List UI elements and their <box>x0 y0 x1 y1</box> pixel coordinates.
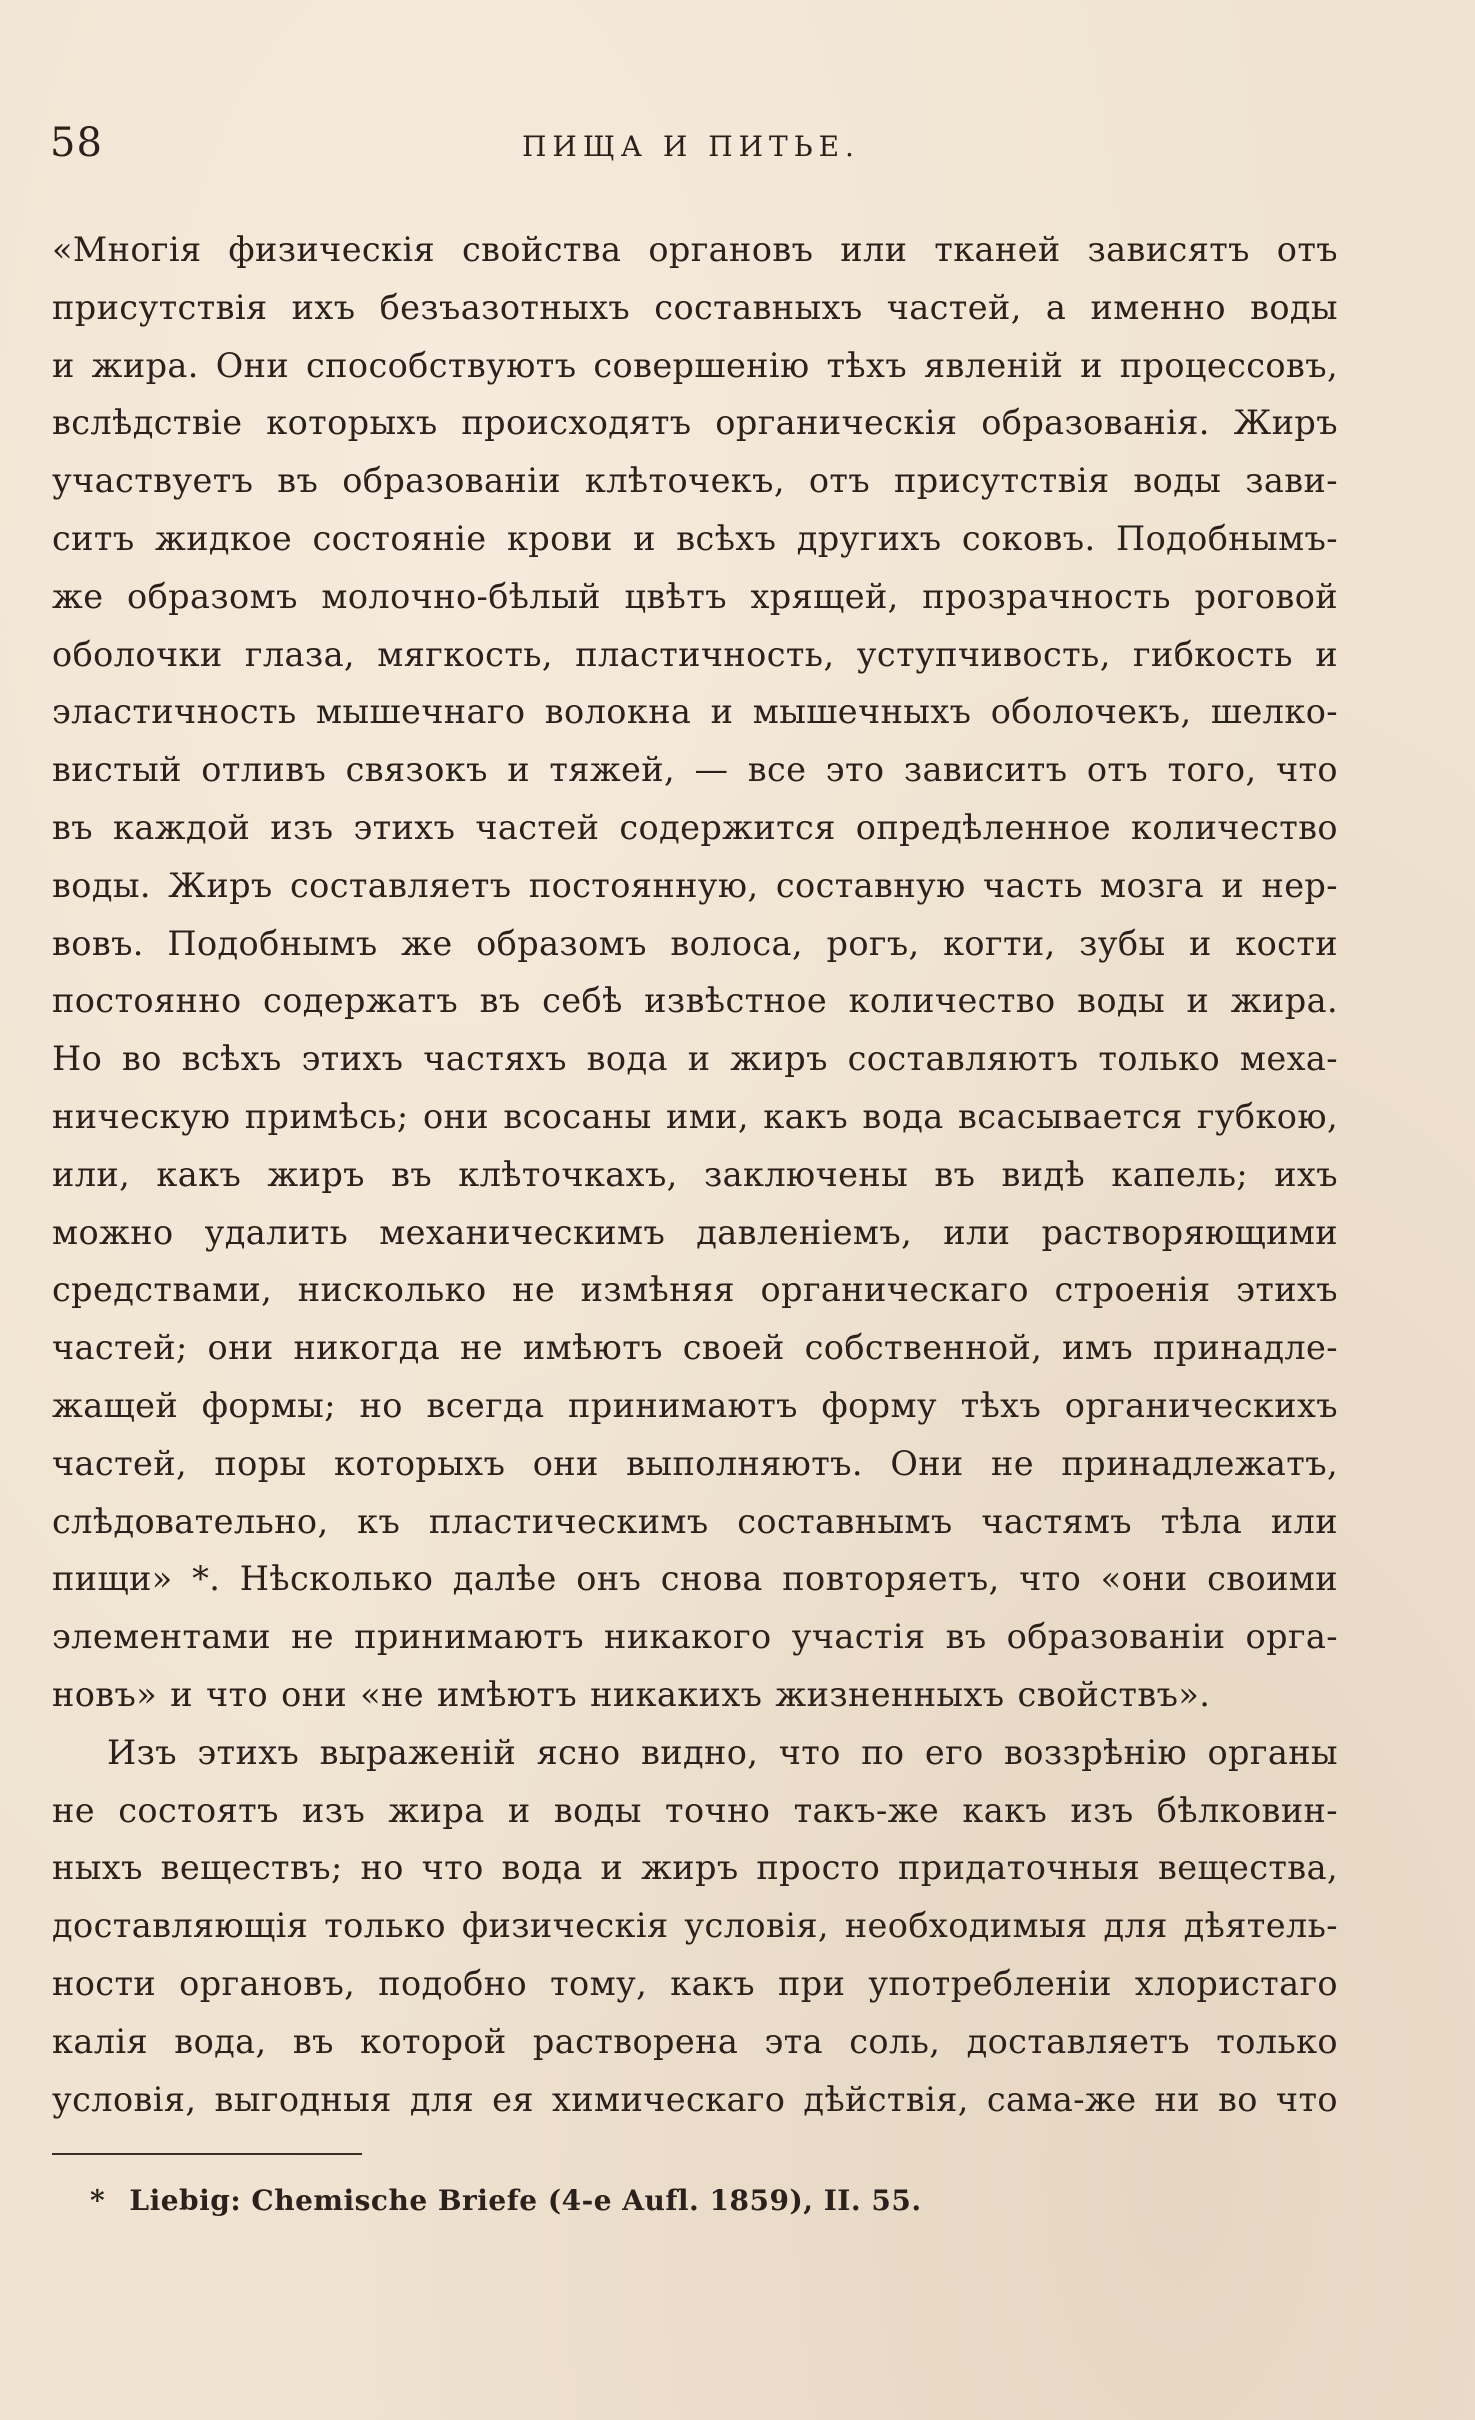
text-line: жащей формы; но всегда принимаютъ форму тѣхъ органическихъ <box>52 1385 1338 1425</box>
text-line: эластичность мышечнаго волокна и мышечныхъ оболочекъ, шелко- <box>52 692 1338 732</box>
footnote <box>90 2184 922 2217</box>
running-title: ПИЩА И ПИТЬЕ. <box>522 130 860 163</box>
text-line: постоянно содержатъ въ себѣ извѣстное количество воды и жира. <box>52 981 1338 1021</box>
paragraph-start-line: Изъ этихъ выраженій ясно видно, что по его воззрѣнію органы <box>107 1732 1338 1772</box>
text-line: Но во всѣхъ этихъ частяхъ вода и жиръ составляютъ только меха- <box>52 1039 1338 1079</box>
text-line: ныхъ веществъ; но что вода и жиръ просто придаточныя вещества, <box>52 1848 1338 1888</box>
text-line: не состоятъ изъ жира и воды точно такъ-же какъ изъ бѣлковин- <box>52 1790 1338 1830</box>
page-number: 58 <box>50 120 103 166</box>
page-header <box>50 120 1340 170</box>
text-line: доставляющія только физическія условія, необходимыя для дѣятель- <box>52 1906 1338 1946</box>
text-line: ситъ жидкое состояніе крови и всѣхъ другихъ соковъ. Подобнымъ- <box>52 518 1338 558</box>
text-line: вслѣдствіе которыхъ происходятъ органическія образованія. Жиръ <box>52 403 1338 443</box>
body-text <box>52 221 1338 2128</box>
text-line: калія вода, въ которой растворена эта соль, доставляетъ только <box>52 2021 1338 2061</box>
text-line: можно удалить механическимъ давленіемъ, или растворяющими <box>52 1212 1338 1252</box>
text-line: слѣдовательно, къ пластическимъ составнымъ частямъ тѣла или <box>52 1501 1338 1541</box>
footnote-text: Liebig: Chemische Briefe (4-e Aufl. 1859), II. 55. <box>129 2184 922 2217</box>
text-line: частей; они никогда не имѣютъ своей собственной, имъ принадле- <box>52 1328 1338 1368</box>
text-line: вовъ. Подобнымъ же образомъ волоса, рогъ, когти, зубы и кости <box>52 923 1338 963</box>
text-line: присутствія ихъ безъазотныхъ составныхъ частей, а именно воды <box>52 287 1338 327</box>
text-line: ности органовъ, подобно тому, какъ при употребленіи хлористаго <box>52 1963 1338 2003</box>
text-line: элементами не принимаютъ никакого участія въ образованіи орга- <box>52 1617 1338 1657</box>
text-line: частей, поры которыхъ они выполняютъ. Они не принадлежатъ, <box>52 1443 1338 1483</box>
text-line: условія, выгодныя для ея химическаго дѣйствія, сама-же ни во что <box>52 2079 1338 2119</box>
text-line: средствами, нисколько не измѣняя органическаго строенія этихъ <box>52 1270 1338 1310</box>
text-line: ническую примѣсь; они всосаны ими, какъ вода всасывается губкою, <box>52 1096 1338 1136</box>
footnote-mark: * <box>90 2184 106 2217</box>
text-line: «Многія физическія свойства органовъ или тканей зависятъ отъ <box>52 230 1338 269</box>
text-line: и жира. Они способствуютъ совершенію тѣхъ явленій и процессовъ, <box>52 345 1338 385</box>
text-line: пищи» *. Нѣсколько далѣе онъ снова повторяетъ, что «они своими <box>52 1559 1338 1599</box>
footnote-divider <box>52 2153 362 2155</box>
text-line: вистый отливъ связокъ и тяжей, — все это зависитъ отъ того, что <box>52 750 1338 790</box>
text-line: въ каждой изъ этихъ частей содержится опредѣленное количество <box>52 807 1338 847</box>
text-line: же образомъ молочно-бѣлый цвѣтъ хрящей, прозрачность роговой <box>52 576 1338 616</box>
text-line: оболочки глаза, мягкость, пластичность, уступчивость, гибкость и <box>52 634 1338 674</box>
text-line: воды. Жиръ составляетъ постоянную, составную часть мозга и нер- <box>52 865 1338 905</box>
text-line: новъ» и что они «не имѣютъ никакихъ жизненныхъ свойствъ». <box>52 1674 1211 1714</box>
text-line: участвуетъ въ образованіи клѣточекъ, отъ присутствія воды зави- <box>52 461 1338 501</box>
text-line: или, какъ жиръ въ клѣточкахъ, заключены въ видѣ капель; ихъ <box>52 1154 1338 1194</box>
